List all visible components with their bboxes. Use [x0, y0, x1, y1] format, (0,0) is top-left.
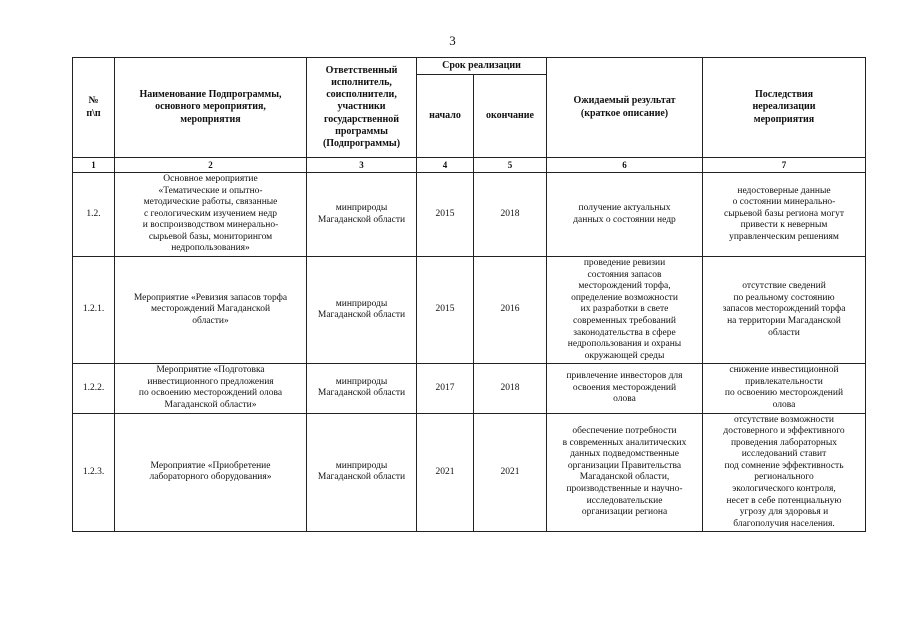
row-end: 2018: [474, 173, 547, 257]
row-start: 2015: [417, 257, 474, 364]
row-start: 2021: [417, 413, 474, 532]
program-measures-table: [72, 57, 866, 532]
row-consequences: снижение инвестиционной привлекательности по освоению месторождений олова: [703, 364, 866, 413]
table-row: [73, 173, 866, 257]
column-number-row: [73, 158, 866, 173]
row-responsible: минприроды Магаданской области: [307, 257, 417, 364]
row-name: Мероприятие «Подготовка инвестиционного предложения по освоению месторождений олова Магаданской области»: [115, 364, 307, 413]
row-num: 1.2.2.: [73, 364, 115, 413]
column-number: 3: [307, 158, 417, 173]
header-result: Ожидаемый результат (краткое описание): [547, 58, 703, 158]
table-row: [73, 257, 866, 364]
header-consequences: Последствия нереализации мероприятия: [703, 58, 866, 158]
row-name: Основное мероприятие «Тематические и опытно- методические работы, связанные с геологическим изучением недр и воспроизводством минерально- сырьевой базы, мониторингом недропользования»: [115, 173, 307, 257]
row-num: 1.2.3.: [73, 413, 115, 532]
header-term-group: Срок реализации: [417, 58, 547, 75]
header-num: № п\п: [73, 58, 115, 158]
row-num: 1.2.1.: [73, 257, 115, 364]
row-responsible: минприроды Магаданской области: [307, 413, 417, 532]
row-responsible: минприроды Магаданской области: [307, 364, 417, 413]
column-number: 2: [115, 158, 307, 173]
column-number: 1: [73, 158, 115, 173]
row-end: 2018: [474, 364, 547, 413]
page-number: 3: [449, 33, 456, 48]
row-result: проведение ревизии состояния запасов месторождений торфа, определение возможности их разработки в свете современных требований законодательства в сфере недропользования и охраны окружающей среды: [547, 257, 703, 364]
header-responsible: Ответственный исполнитель, соисполнители, участники государственной программы (Подпрограммы): [307, 58, 417, 158]
row-consequences: отсутствие сведений по реальному состоянию запасов месторождений торфа на территории Магаданской области: [703, 257, 866, 364]
row-start: 2017: [417, 364, 474, 413]
column-number: 6: [547, 158, 703, 173]
row-result: обеспечение потребности в современных аналитических данных подведомственные организации Правительства Магаданской области, производственные и научно- исследовательские организации региона: [547, 413, 703, 532]
column-number: 4: [417, 158, 474, 173]
row-start: 2015: [417, 173, 474, 257]
row-end: 2016: [474, 257, 547, 364]
row-name: Мероприятие «Приобретение лабораторного оборудования»: [115, 413, 307, 532]
row-result: получение актуальных данных о состоянии недр: [547, 173, 703, 257]
table-row: [73, 364, 866, 413]
row-responsible: минприроды Магаданской области: [307, 173, 417, 257]
column-number: 5: [474, 158, 547, 173]
row-result: привлечение инвесторов для освоения месторождений олова: [547, 364, 703, 413]
row-num: 1.2.: [73, 173, 115, 257]
header-name: Наименование Подпрограммы, основного мероприятия, мероприятия: [115, 58, 307, 158]
table-row: [73, 413, 866, 532]
column-number: 7: [703, 158, 866, 173]
row-consequences: отсутствие возможности достоверного и эффективного проведения лабораторных исследований ставит под сомнение эффективность регионального экологического контроля, несет в себе потенциальную угрозу для здоровья и благополучия населения.: [703, 413, 866, 532]
header-start: начало: [417, 75, 474, 158]
row-end: 2021: [474, 413, 547, 532]
row-consequences: недостоверные данные о состоянии минерально- сырьевой базы региона могут привести к неверным управленческим решениям: [703, 173, 866, 257]
header-end: окончание: [474, 75, 547, 158]
row-name: Мероприятие «Ревизия запасов торфа месторождений Магаданской области»: [115, 257, 307, 364]
table-header-row: [73, 58, 866, 75]
